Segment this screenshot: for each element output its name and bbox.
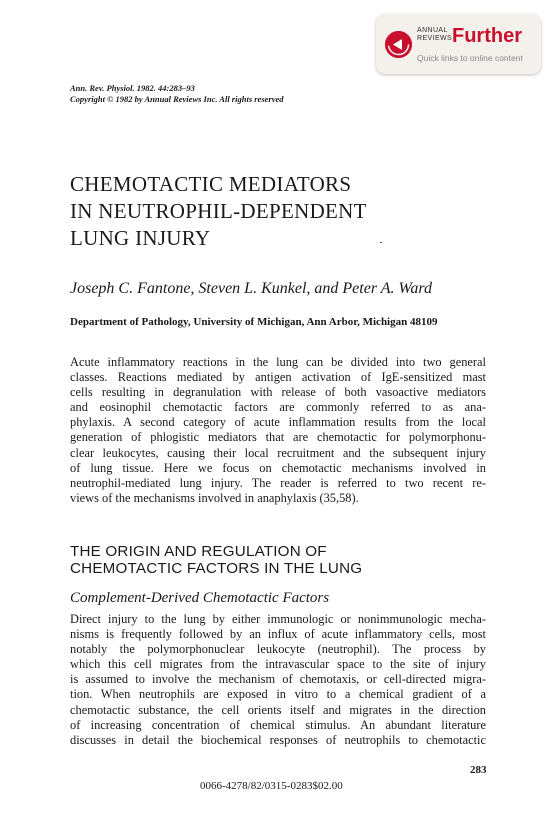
affiliation: Department of Pathology, University of Michigan, Ann Arbor, Michigan 48109	[70, 316, 438, 328]
text-line: clear leukocytes, causing their local recruitment and the subsequent injury	[70, 445, 486, 460]
text-line: Direct injury to the lung by either immunologic or nonimmunologic mecha-	[70, 612, 486, 626]
text-line: generation of phlogistic mediators that are chemotactic for polymorphonu-	[70, 430, 486, 445]
text-line: classes. Reactions mediated by antigen activation of IgE-sensitized mast	[70, 370, 486, 385]
text-line: of lung tissue. Here we focus on chemotactic mechanisms involved in	[70, 460, 486, 475]
speck-mark	[380, 242, 382, 243]
section-heading	[70, 543, 362, 577]
annual-reviews-further-badge[interactable]	[376, 14, 541, 74]
body-paragraph	[70, 612, 486, 748]
abstract-paragraph	[70, 355, 486, 506]
badge-reviews-label: REVIEWS	[417, 35, 453, 42]
journal-citation	[70, 83, 284, 105]
text-line: and eosinophil chemotactic factors are commonly referred to as ana-	[70, 400, 486, 415]
text-line: neutrophil-mediated lung injury. The reader is referred to two recent re-	[70, 475, 486, 490]
badge-quick-links-label: Quick links to online content	[417, 53, 523, 63]
badge-further-label: Further	[452, 25, 522, 47]
text-line: phylaxis. A second category of acute inflammation results from the local	[70, 415, 486, 430]
text-line: nisms is frequently followed by an influx of acute inflammatory cells, most	[70, 627, 486, 642]
text-line: discusses in detail the biochemical responses of neutrophils to chemotactic	[70, 732, 486, 747]
annual-reviews-logo-icon	[385, 31, 412, 58]
text-line: of increasing concentration of chemical stimulus. An abundant literature	[70, 717, 486, 732]
badge-annual-label: ANNUAL	[417, 27, 448, 34]
page-number: 283	[470, 764, 487, 776]
author-list: Joseph C. Fantone, Steven L. Kunkel, and Peter A. Ward	[70, 280, 433, 297]
title-line: LUNG INJURY	[70, 226, 211, 250]
title-line: IN NEUTROPHIL-DEPENDENT	[70, 199, 367, 223]
article-title	[70, 171, 367, 252]
copyright-line: Copyright © 1982 by Annual Reviews Inc. All rights reserved	[70, 94, 284, 104]
text-line: cells resulting in degranulation with release of both vasoactive mediators	[70, 385, 486, 400]
text-line: is assumed to involve the mechanism of chemotaxis, or cell-directed migra-	[70, 672, 486, 687]
text-line: chemotactic substance, the cell orients itself and migrates in the direction	[70, 702, 486, 717]
journal-citation-line: Ann. Rev. Physiol. 1982. 44:283–93	[70, 83, 195, 93]
text-line: Acute inflammatory reactions in the lung can be divided into two general	[70, 355, 486, 369]
text-line: notably the polymorphonuclear leukocyte (neutrophil). The process by	[70, 642, 486, 657]
text-line: which this cell migrates from the intravascular space to the site of injury	[70, 657, 486, 672]
footer-code: 0066-4278/82/0315-0283$02.00	[200, 780, 343, 792]
section-heading-line: THE ORIGIN AND REGULATION OF	[70, 543, 327, 560]
title-line: CHEMOTACTIC MEDIATORS	[70, 172, 352, 196]
text-line: tion. When neutrophils are exposed in vitro to a chemical gradient of a	[70, 687, 486, 702]
section-heading-line: CHEMOTACTIC FACTORS IN THE LUNG	[70, 560, 363, 577]
subsection-heading: Complement-Derived Chemotactic Factors	[70, 590, 330, 606]
text-line: views of the mechanisms involved in anaphylaxis (35,58).	[70, 490, 359, 505]
